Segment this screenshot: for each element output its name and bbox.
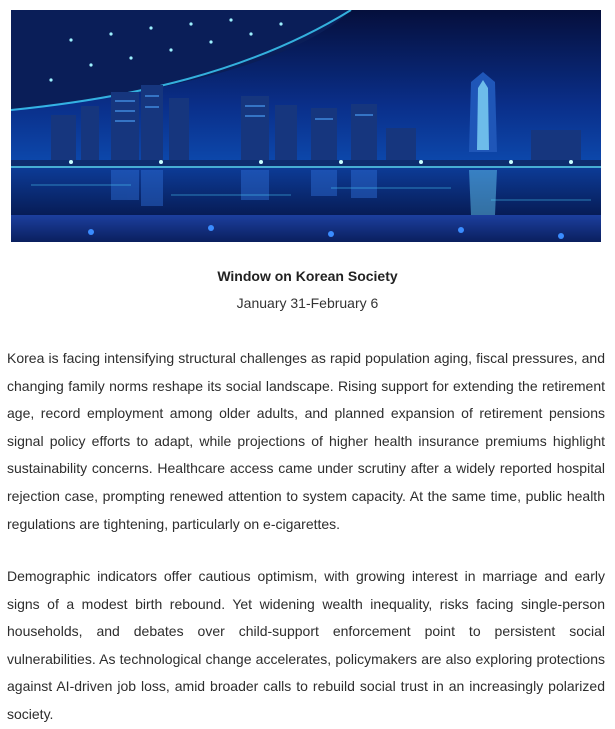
- article-paragraph-1: Korea is facing intensifying structural challenges as rapid population aging, fiscal pressures, and changing family norms reshape its social landscape. Rising support for extending the retirement age, record employment among older adults, and planned expansion of retirement pensions signal policy efforts to adapt, while projections of higher health insurance premiums highlight sustainability concerns. Healthcare access came under scrutiny after a widely reported hospital rejection case, prompting renewed attention to system capacity. At the same time, public health regulations are tightening, particularly on e-cigarettes.: [7, 350, 605, 532]
- city-skyline-illustration: [11, 10, 601, 242]
- article-date-range: January 31-February 6: [236, 295, 379, 311]
- hero-image: [11, 10, 601, 242]
- article-paragraph-2: Demographic indicators offer cautious optimism, with growing interest in marriage and early signs of a modest birth rebound. Yet widening wealth inequality, risks facing single-person households, and debates over child-support enforcement point to persistent social vulnerabilities. As technological change accelerates, policymakers are also exploring protections against AI-driven job loss, amid broader calls to rebuild social trust in an increasingly polarized society.: [7, 568, 605, 722]
- article-title: Window on Korean Society: [217, 268, 398, 284]
